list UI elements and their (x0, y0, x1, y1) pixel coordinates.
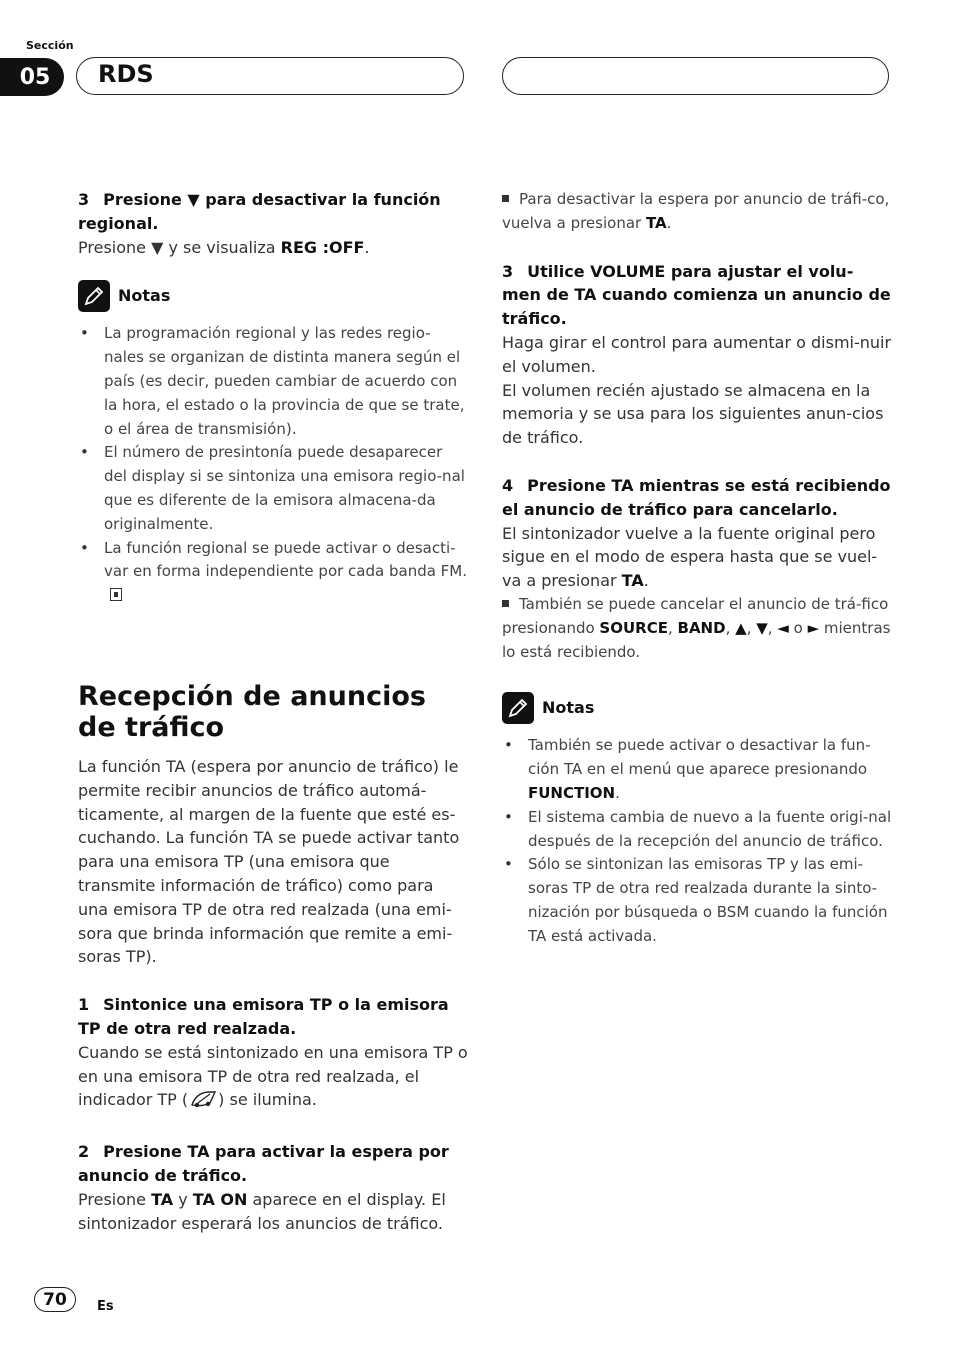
pencil-icon (78, 280, 110, 312)
notes-title: Notas (542, 698, 595, 718)
step-2-body: Presione TA y TA ON aparece en el display. El sintonizador esperará los anuncios de tráfico. (78, 1189, 446, 1233)
intro-paragraph: La función TA (espera por anuncio de tráfico) le permite recibir anuncios de tráfico automá-ticamente, al margen de la fuente que esté es-cuchando. La función TA se puede activar tanto para una emisora TP (una emisora que transmite información de tráfico) como para una emisora TP de otra red realzada (una emi-sora que brinda información que remite a emi-soras TP). (78, 756, 460, 967)
step-1-body: Cuando se está sintonizado en una emisora TP o en una emisora TP de otra red realzada, el indicador TP ( ) se ilumina. (78, 1041, 468, 1116)
note-item: • La programación regional y las redes regio-nales se organizan de distinta manera según el país (es decir, pueden cambiar de acuerdo con la hora, el estado o la provincia de que se trate, o el área de transmisión). (78, 322, 468, 441)
step-4-heading: 4 Presione TA mientras se está recibiendo el anuncio de tráfico para cancelarlo. (502, 475, 891, 519)
step-1-heading: 1 Sintonice una emisora TP o la emisora TP de otra red realzada. (78, 995, 449, 1038)
language-code: Es (97, 1299, 114, 1314)
section-label: Sección (26, 39, 74, 52)
tip-cancel: También se puede cancelar el anuncio de trá-fico presionando SOURCE, BAND, ▲, ▼, ◄ o ► mientras lo está recibiendo. (502, 594, 891, 661)
right-header-frame (502, 57, 889, 95)
note-item: • El sistema cambia de nuevo a la fuente origi-nal después de la recepción del anuncio de tráfico. (502, 806, 892, 854)
step-3-body: Presione ▼ y se visualiza REG :OFF. (78, 237, 370, 257)
tip-deactivate: Para desactivar la espera por anuncio de tráfi-co, vuelva a presionar TA. (502, 190, 890, 232)
notes-header (78, 280, 468, 312)
step-3-volume-heading: 3 Utilice VOLUME para ajustar el volu-men de TA cuando comienza un anuncio de tráfico. (502, 261, 891, 329)
step-3-volume-body-2: El volumen recién ajustado se almacena en la memoria y se usa para los siguientes anun-cios de tráfico. (502, 380, 884, 448)
section-heading: Recepción de anuncios de tráfico (78, 680, 426, 743)
end-mark-icon (110, 588, 122, 601)
note-item: • También se puede activar o desactivar la fun-ción TA en el menú que aparece presionando FUNCTION. (502, 734, 892, 805)
notes-list (78, 322, 468, 608)
note-item: • Sólo se sintonizan las emisoras TP y las emi-soras TP de otra red realzada durante la sinto-nización por búsqueda o BSM cuando la función TA está activada. (502, 853, 892, 948)
pencil-icon (502, 692, 534, 724)
step-2-heading: 2 Presione TA para activar la espera por anuncio de tráfico. (78, 1142, 449, 1185)
right-column (502, 188, 892, 949)
step-3-volume-body-1: Haga girar el control para aumentar o dismi-nuir el volumen. (502, 332, 892, 376)
bullet-square-icon (502, 600, 509, 607)
section-title: RDS (98, 60, 154, 88)
step-4-body: El sintonizador vuelve a la fuente original pero sigue en el modo de espera hasta que se vuel-va a presionar TA. (502, 523, 878, 591)
section-number-badge: 05 (0, 58, 64, 96)
bullet-square-icon (502, 195, 509, 202)
notes-header (502, 692, 892, 724)
step-3-heading: 3 Presione ▼ para desactivar la función regional. (78, 190, 441, 233)
notes-list (502, 734, 892, 948)
notes-title: Notas (118, 286, 171, 306)
tp-indicator-icon (188, 1089, 218, 1116)
left-column (78, 188, 468, 1235)
note-item: • La función regional se puede activar o desacti-var en forma independiente por cada banda FM. (78, 537, 468, 608)
note-item: • El número de presintonía puede desaparecer del display si se sintoniza una emisora regio-nal que es diferente de la emisora almacena-da originalmente. (78, 441, 468, 536)
page-number: 70 (34, 1287, 76, 1312)
